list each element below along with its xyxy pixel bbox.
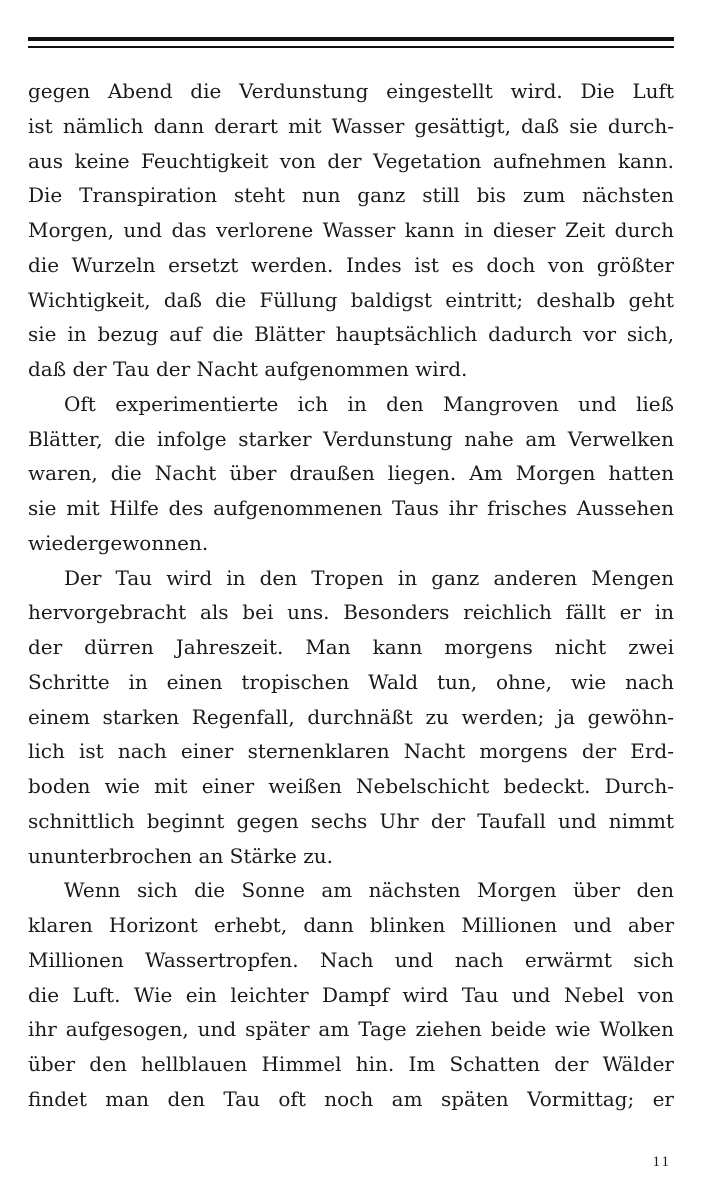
text-line: Wichtigkeit, daß die Füllung baldigst eintritt; deshalb geht: [28, 287, 674, 312]
text-line: findet man den Tau oft noch am späten Vormittag; er: [28, 1086, 674, 1111]
text-line: ununterbrochen an Stärke zu.: [28, 843, 333, 868]
text-line: Morgen, und das verlorene Wasser kann in dieser Zeit durch: [28, 218, 674, 242]
text-line: Oft experimentierte ich in den Mangroven und ließ: [64, 391, 674, 416]
header-rule-thin: [28, 46, 674, 48]
text-line: aus keine Feuchtigkeit von der Vegetation aufnehmen kann.: [28, 148, 674, 173]
text-line: Die Transpiration steht nun ganz still bis zum nächsten: [28, 183, 674, 208]
text-line: waren, die Nacht über draußen liegen. Am Morgen hatten: [28, 461, 674, 486]
text-line: Blätter, die infolge starker Verdunstung nahe am Verwelken: [28, 426, 674, 451]
text-line: einem starken Regenfall, durchnäßt zu werden; ja gewöhn-: [28, 704, 674, 729]
text-line: schnittlich beginnt gegen sechs Uhr der Taufall und nimmt: [28, 808, 674, 833]
text-line: ihr aufgesogen, und später am Tage ziehen beide wie Wolken: [28, 1017, 674, 1042]
text-line: daß der Tau der Nacht aufgenommen wird.: [28, 357, 468, 381]
text-line: die Wurzeln ersetzt werden. Indes ist es doch von größter: [28, 252, 674, 277]
text-line: Schritte in einen tropischen Wald tun, ohne, wie nach: [28, 669, 674, 694]
text-line: Der Tau wird in den Tropen in ganz anderen Mengen: [64, 565, 674, 590]
text-line: boden wie mit einer weißen Nebelschicht bedeckt. Durch-: [28, 774, 674, 798]
text-line: gegen Abend die Verdunstung eingestellt wird. Die Luft: [28, 79, 674, 103]
text-line: Millionen Wassertropfen. Nach und nach erwärmt sich: [28, 947, 674, 972]
page-number: 11: [652, 1154, 671, 1170]
text-line: klaren Horizont erhebt, dann blinken Millionen und aber: [28, 913, 674, 937]
text-line: hervorgebracht als bei uns. Besonders reichlich fällt er in: [28, 600, 674, 625]
text-line: der dürren Jahreszeit. Man kann morgens nicht zwei: [28, 635, 674, 659]
text-line: sie in bezug auf die Blätter hauptsächlich dadurch vor sich,: [28, 322, 674, 347]
text-line: über den hellblauen Himmel hin. Im Schatten der Wälder: [28, 1052, 674, 1076]
text-line: ist nämlich dann derart mit Wasser gesättigt, daß sie durch-: [28, 113, 674, 138]
text-line: wiedergewonnen.: [28, 530, 209, 555]
text-line: lich ist nach einer sternenklaren Nacht morgens der Erd-: [28, 739, 674, 764]
header-rule-thick: [28, 37, 674, 41]
text-line: sie mit Hilfe des aufgenommenen Taus ihr frisches Aussehen: [28, 496, 674, 520]
body-text: [28, 74, 674, 1117]
text-line: die Luft. Wie ein leichter Dampf wird Tau und Nebel von: [28, 982, 674, 1007]
text-line: Wenn sich die Sonne am nächsten Morgen über den: [64, 878, 674, 903]
